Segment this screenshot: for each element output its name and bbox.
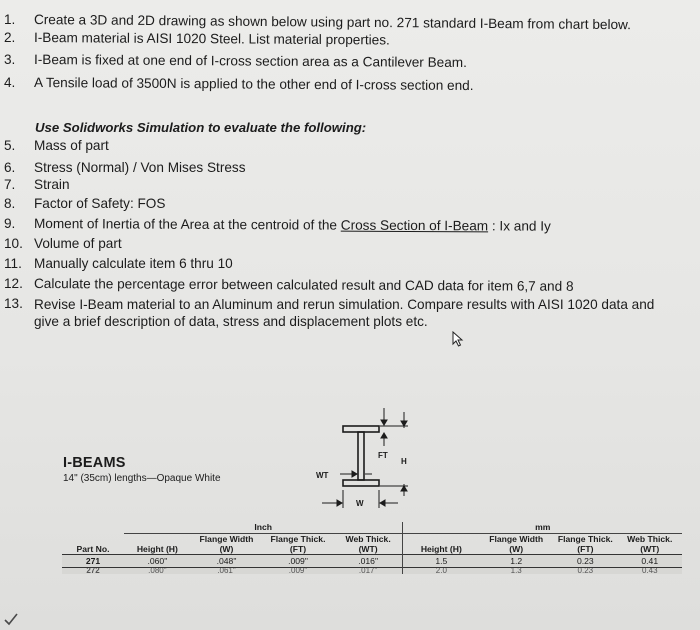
column-header: Flange Thick. (FT) [557,534,613,554]
list-item: 8. Factor of Safety: FOS [4,196,166,211]
table-row: 271 .060" .048" .009" .016" 1.5 1.2 0.23 0.41 [62,555,682,568]
w-label: W [356,499,364,508]
item-text: Create a 3D and 2D drawing as shown below using part no. 271 standard I-Beam from chart below. [33,12,631,33]
h-label: H [401,457,407,466]
list-item: 10. Volume of part [4,236,122,251]
column-header: Height (H) [136,544,178,554]
column-header: Flange Thick. (FT) [270,534,326,554]
item-text: I-Beam is fixed at one end of I-cross section area as a Cantilever Beam. [33,52,467,71]
ibeam-profile [343,426,379,486]
table-header-row [62,534,682,555]
section-heading: Use Solidworks Simulation to evaluate the following: [35,120,367,135]
list-item: 13. Revise I-Beam material to an Aluminum and rerun simulation. Compare results with AISI 1020 data and give a brief description of data, stress and displacement plots etc. [4,296,655,329]
ibeam-dimensions-table [62,522,682,574]
list-item: 6. Stress (Normal) / Von Mises Stress [4,160,246,175]
ibeam-diagram [300,398,430,518]
item-text: I-Beam material is AISI 1020 Steel. List material properties. [33,30,390,48]
checkmark-icon [3,612,19,626]
column-header: Height (H) [403,534,479,555]
table-row: 272 .080" .061" .009" .017" 2.0 1.3 0.23 0.43 [62,568,682,575]
list-item: 7. Strain [4,177,70,192]
group-header-inch: Inch [124,522,403,534]
list-item: 1. Create a 3D and 2D drawing as shown below using part no. 271 standard I-Beam from chart below. [4,12,631,33]
column-header: Part No. [76,544,110,554]
wt-label: WT [316,471,329,480]
mouse-cursor-icon [452,331,464,347]
column-header: Flange Width (W) [199,534,254,554]
list-item: 11. Manually calculate item 6 thru 10 [4,256,233,271]
list-item: 12. Calculate the percentage error between calculated result and CAD data for item 6,7 and 8 [4,276,574,294]
product-title: I-BEAMS [63,455,126,471]
list-item: 3. I-Beam is fixed at one end of I-cross section area as a Cantilever Beam. [4,52,467,71]
list-item: 5. Mass of part [4,138,109,153]
group-header-mm: mm [403,522,682,534]
column-header: Web Thick. (WT) [627,534,673,554]
item-text: A Tensile load of 3500N is applied to the other end of I-cross section end. [33,75,474,94]
ft-label: FT [378,451,388,460]
column-header: Flange Width (W) [489,534,544,554]
list-item: 4. A Tensile load of 3500N is applied to the other end of I-cross section end. [4,75,474,94]
column-header: Web Thick. (WT) [345,534,391,554]
list-item: 9. Moment of Inertia of the Area at the centroid of the Cross Section of I-Beam : Ix and Iy [4,216,551,234]
list-item: 2. I-Beam material is AISI 1020 Steel. List material properties. [4,30,390,48]
product-title-block [63,455,221,484]
product-subtitle: 14" (35cm) lengths—Opaque White [63,473,221,484]
cross-section-link-text: Cross Section of I-Beam [340,217,489,234]
